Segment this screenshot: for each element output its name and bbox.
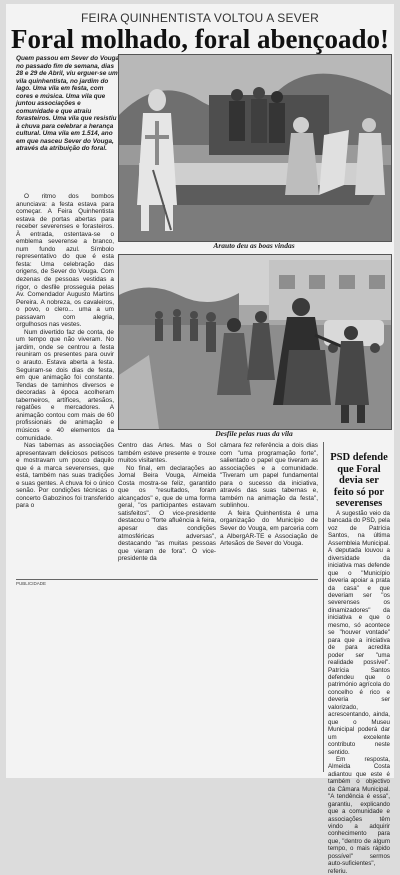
article-paragraph: Nas tabernas as associações apresentavam deliciosos petiscos e mostravam um pouco daquilo que é a marca severenses, que está, também nas suas tradições e suas gentes. A chuva foi o único senão. Por condições técnicas o concerto Gabozinos foi transferido para o: [16, 442, 114, 510]
ad-divider: [16, 579, 318, 580]
article-paragraph: Num divertido faz de conta, de um tempo que não viveram. No jardim, onde se centrou a festa reuniram os presentes para ouvir o arauto. Estava aberta a festa. Seguiram-se dois dias de festa, em que animação foi constante. Tendas de taminhos diversos e decoradas à época acolheram taberneiros, artífices, artesãos, regatões e mercadores. A animação contou com mais de 60 profissionais de animação e músicos e 40 elementos da comunidade.: [16, 328, 114, 442]
article-paragraph: Centro das Artes. Mas o Sol também esteve presente e trouxe muitos visitantes.: [118, 442, 216, 465]
newspaper-page: [6, 4, 394, 875]
sidebar-paragraph: A sugestão veio da bancada do PSD, pela voz de Patrícia Santos, na última Assembleia Municipal. A deputada louvou a diversidade da iniciativa mas defende que o "Município deveria apoiar a prata da casa" e que deveriam ser "os severenses os dinamizadores" da iniciativa e que o mesmo, só acontece se "houver vontade" para que a iniciativa de para acredita poder ser "uma realidade possível". Patrícia Santos defendeu que o património agrícola do concelho é rico e deveria ser valorizado, acrescentando, ainda, que o Museu Municipal poderá dar um excelente contributo neste sentido.: [328, 510, 390, 756]
lead-paragraph: Quem passou em Sever do Vouga no passado fim de semana, dias 28 e 29 de Abril, viu erguer-se um vila quinhentista, no jardim do lago. Uma vila em festa, com cores e música. Uma vila que juntou associações e comunidade e que atraiu forasteiros. Uma vila que resistiu à chuva para celebrar a herança cultural. Uma vila em 1.514, ano em que nasceu Sever do Vouga, através da atribuição do foral.: [16, 55, 120, 152]
article-paragraph: A feira Quinhentista é uma organização do Município de Sever do Vouga, em parceria com a AlbergAR-TE e Associação de Artesãos de Sever do Vouga.: [220, 509, 318, 548]
photo-parade-image: [119, 255, 391, 429]
headline: Foral molhado, foral abençoado!: [11, 24, 389, 54]
article-column-2: [118, 442, 216, 563]
photo-herald-caption: Arauto deu as boas vindas: [213, 241, 295, 250]
photo-parade: [118, 254, 392, 430]
sidebar-paragraph: Em resposta, Almeida Costa adiantou que este é também o objectivo da Câmara Municipal. "A tendência é essa", garantiu, explicando que a comunidade e associações têm vindo a adquirir conhecimento para que, "dentro de algum tempo, o mais rápido possível" sermos auto-suficientes", referiu.: [328, 755, 390, 875]
sidebar-body: [328, 510, 390, 875]
article-paragraph: câmara fez referência a dois dias com "uma programação forte", salientado o papel que tiveram as associações e a comunidade. "Tiveram um papel fundamental para o sucesso da iniciativa, através das suas tabernas e, também na animação da festa", sublinhou.: [220, 442, 318, 510]
photo-herald-image: [119, 55, 391, 241]
sidebar-headline: PSD defende que Foral devia ser feito só por severenses: [330, 452, 388, 509]
kicker: FEIRA QUINHENTISTA VOLTOU A SEVER: [81, 11, 319, 25]
article-paragraph: O ritmo dos bombos anunciava: a festa estava para começar. A Feira Quinhentista estava de portas abertas para receber severenses e forasteiros. À entrada, ostentava-se o emblema severense a branco, num fundo azul. Símbolo representativo do que é esta festa: Uma celebração das origens, de Sever do Vouga. Com dezenas de pessoas vestidas a rigor, o desfile prosseguia pelas Av. Comendador Augusto Martins Pereira. A nobreza, os cavaleiros, o povo, o clero... uma a um passavam com alegria, orgulhosos nas vestes.: [16, 193, 114, 329]
ad-label: PUBLICIDADE: [16, 581, 47, 586]
article-paragraph: No final, em declarações ao Jornal Beira Vouga, Almeida Costa mostra-se feliz, garantido que os "resultados, foram alcançados" e, que de uma forma geral, "os participantes estavam satisfeitos". O vice-presidente destacou o "forte afluência à feira, apesar das condições atmosféricas adversas", destacando "as muitas pessoas que vieram de fora". O vice-presidente da: [118, 464, 216, 563]
article-column-1: [16, 193, 114, 510]
article-column-3: [220, 442, 318, 548]
photo-parade-caption: Desfile pelas ruas da vila: [215, 429, 293, 438]
photo-herald: [118, 54, 392, 242]
sidebar-divider: [323, 442, 324, 772]
